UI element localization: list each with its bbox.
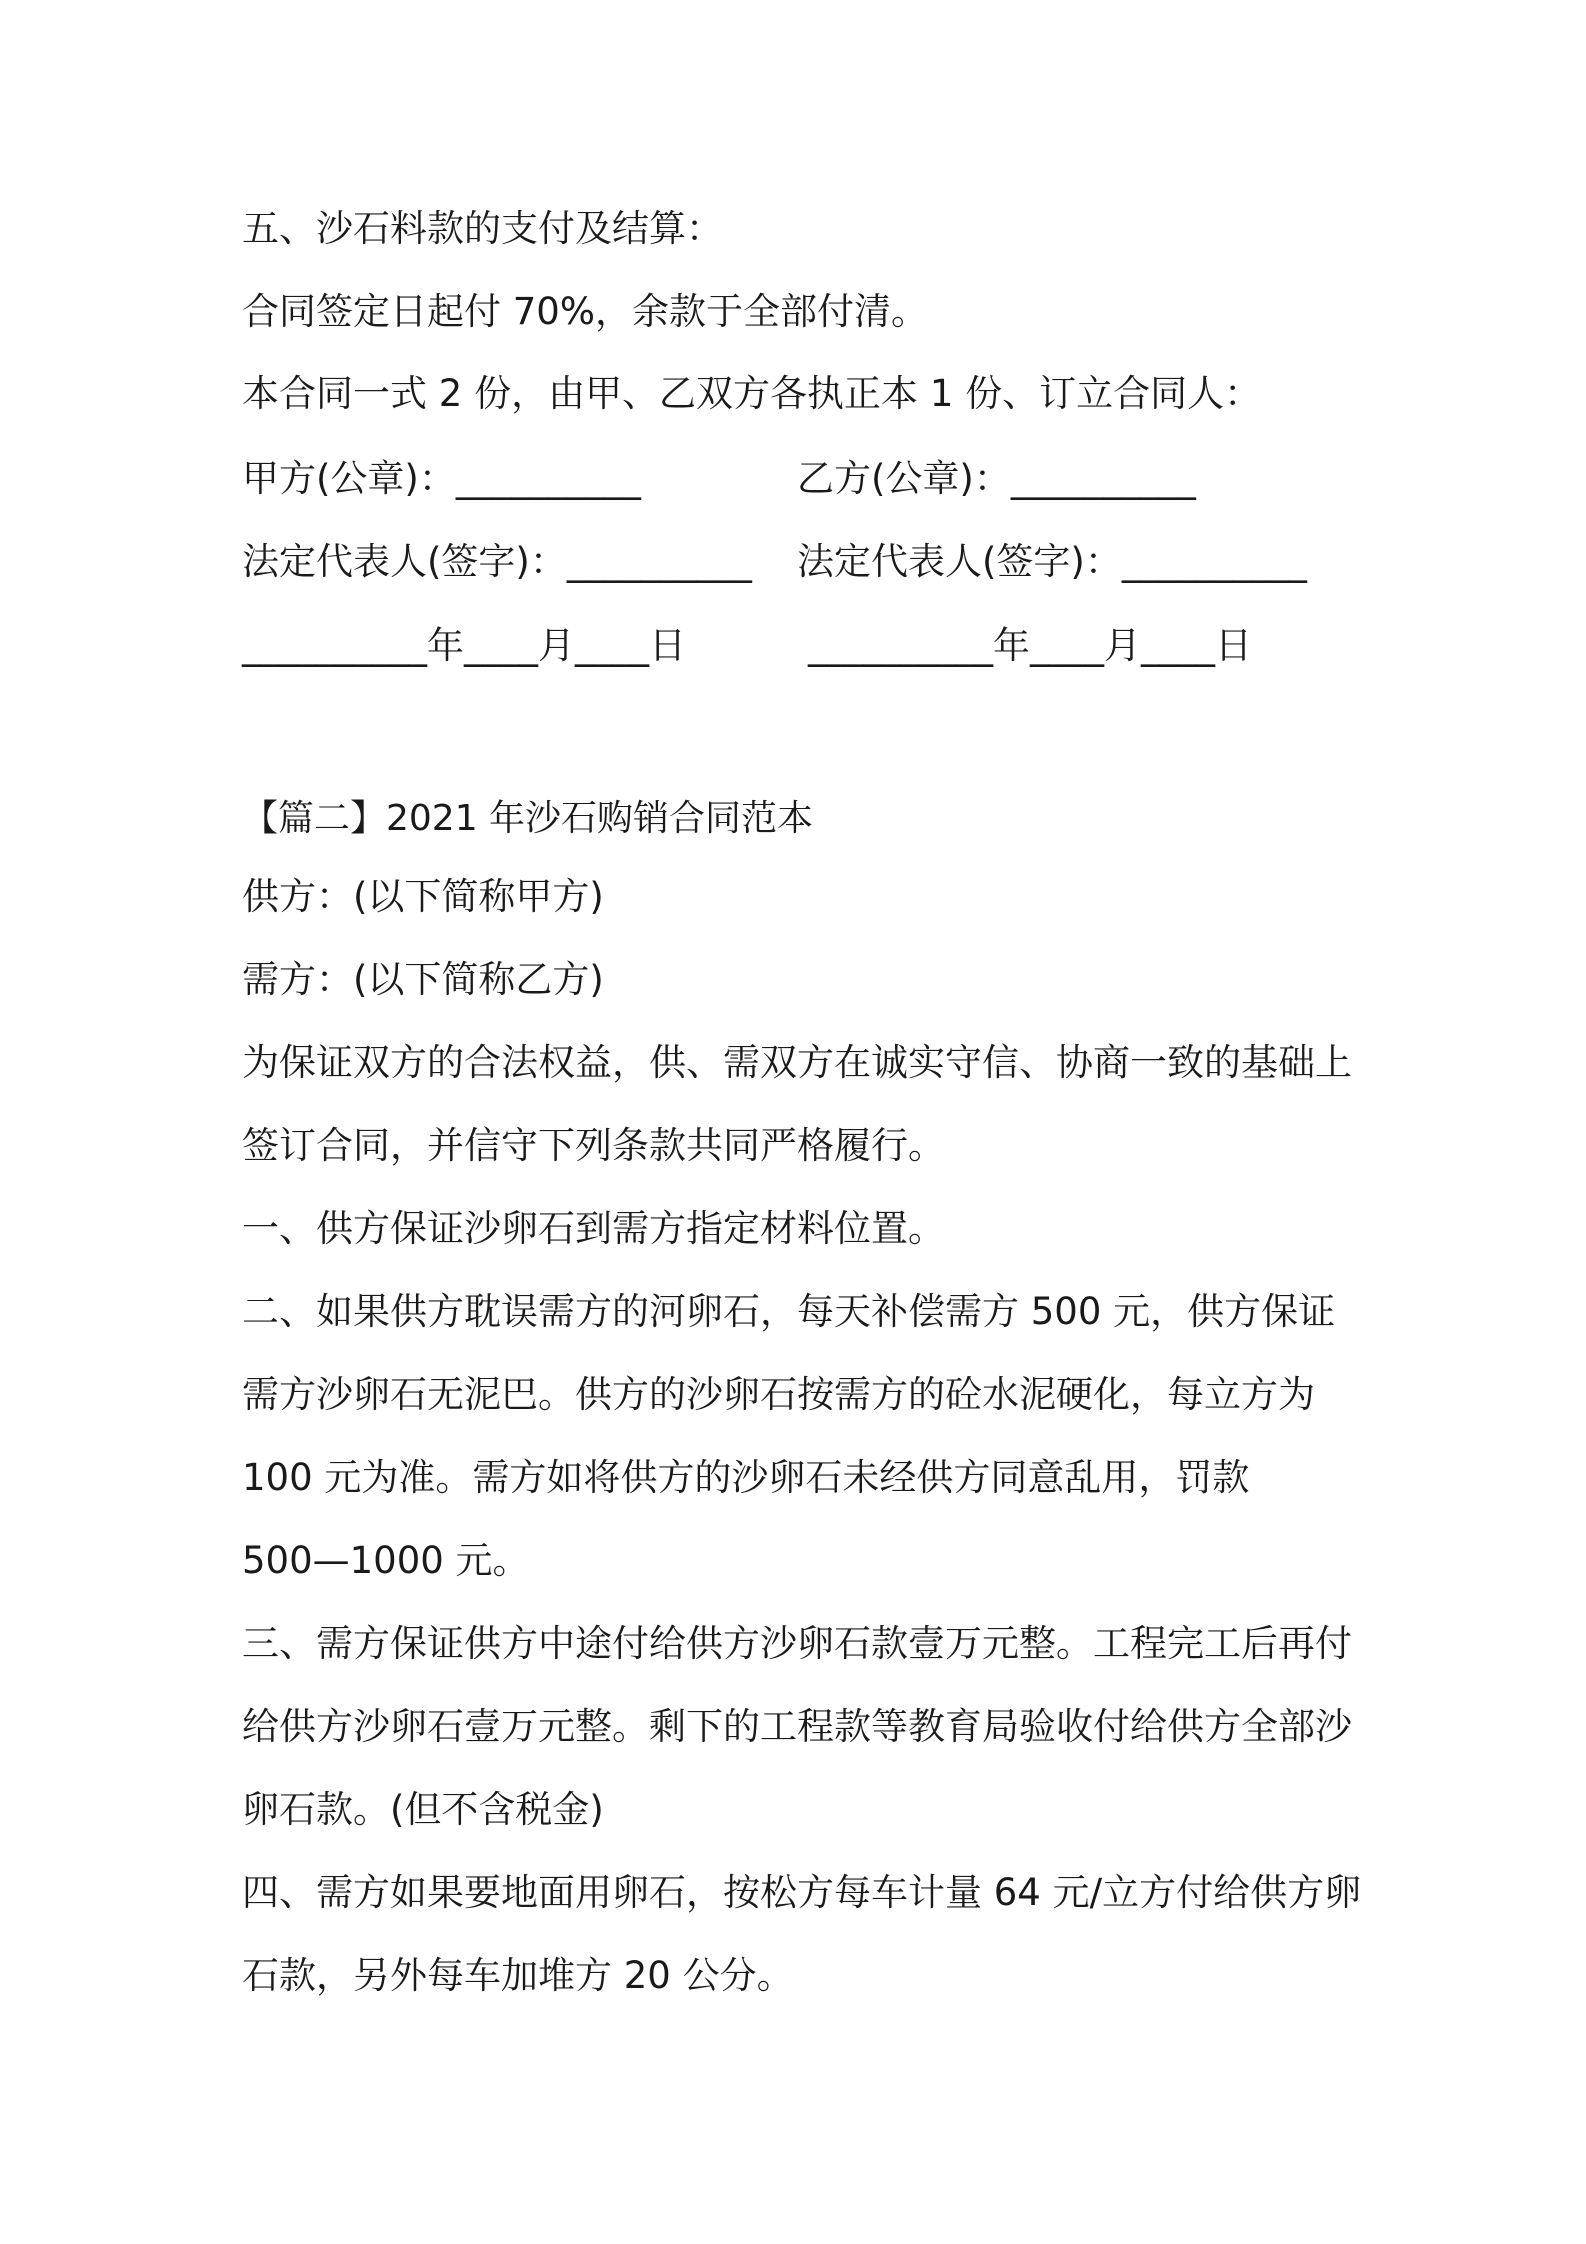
copies-statement: 本合同一式 2 份，由甲、乙双方各执正本 1 份、订立合同人： [242, 372, 1262, 415]
intro-paragraph-line-2: 签订合同，并信守下列条款共同严格履行。 [242, 1124, 945, 1167]
clause-two-line-2: 需方沙卵石无泥巴。供方的沙卵石按需方的砼水泥硬化，每立方为 [242, 1373, 1315, 1416]
party-b-date-line: __________年____月____日 [808, 624, 1252, 667]
intro-paragraph-line-1: 为保证双方的合法权益，供、需双方在诚实守信、协商一致的基础上 [242, 1041, 1352, 1084]
supplier-line: 供方：(以下简称甲方) [242, 875, 604, 918]
party-a-date-line: __________年____月____日 [242, 624, 686, 667]
part-two-title: 【篇二】2021 年沙石购销合同范本 [242, 798, 814, 839]
clause-two-line-4: 500—1000 元。 [242, 1539, 530, 1582]
buyer-line: 需方：(以下简称乙方) [242, 958, 604, 1001]
section-five-heading: 五、沙石料款的支付及结算： [242, 207, 723, 250]
clause-four-line-2: 石款，另外每车加堆方 20 公分。 [242, 1954, 794, 1997]
party-b-rep-line: 法定代表人(签字)：__________ [797, 540, 1307, 583]
party-a-rep-line: 法定代表人(签字)：__________ [242, 540, 752, 583]
party-a-seal-line: 甲方(公章)：__________ [242, 457, 641, 500]
payment-terms: 合同签定日起付 70%，余款于全部付清。 [242, 290, 928, 333]
clause-three-line-1: 三、需方保证供方中途付给供方沙卵石款壹万元整。工程完工后再付 [242, 1622, 1352, 1665]
clause-three-line-3: 卵石款。(但不含税金) [242, 1788, 604, 1831]
clause-two-line-1: 二、如果供方耽误需方的河卵石，每天补偿需方 500 元，供方保证 [242, 1290, 1336, 1333]
party-b-seal-line: 乙方(公章)：__________ [797, 457, 1196, 500]
clause-three-line-2: 给供方沙卵石壹万元整。剩下的工程款等教育局验收付给供方全部沙 [242, 1705, 1352, 1748]
clause-two-line-3: 100 元为准。需方如将供方的沙卵石未经供方同意乱用，罚款 [242, 1456, 1250, 1499]
clause-one: 一、供方保证沙卵石到需方指定材料位置。 [242, 1207, 945, 1250]
clause-four-line-1: 四、需方如果要地面用卵石，按松方每车计量 64 元/立方付给供方卵 [242, 1871, 1362, 1914]
